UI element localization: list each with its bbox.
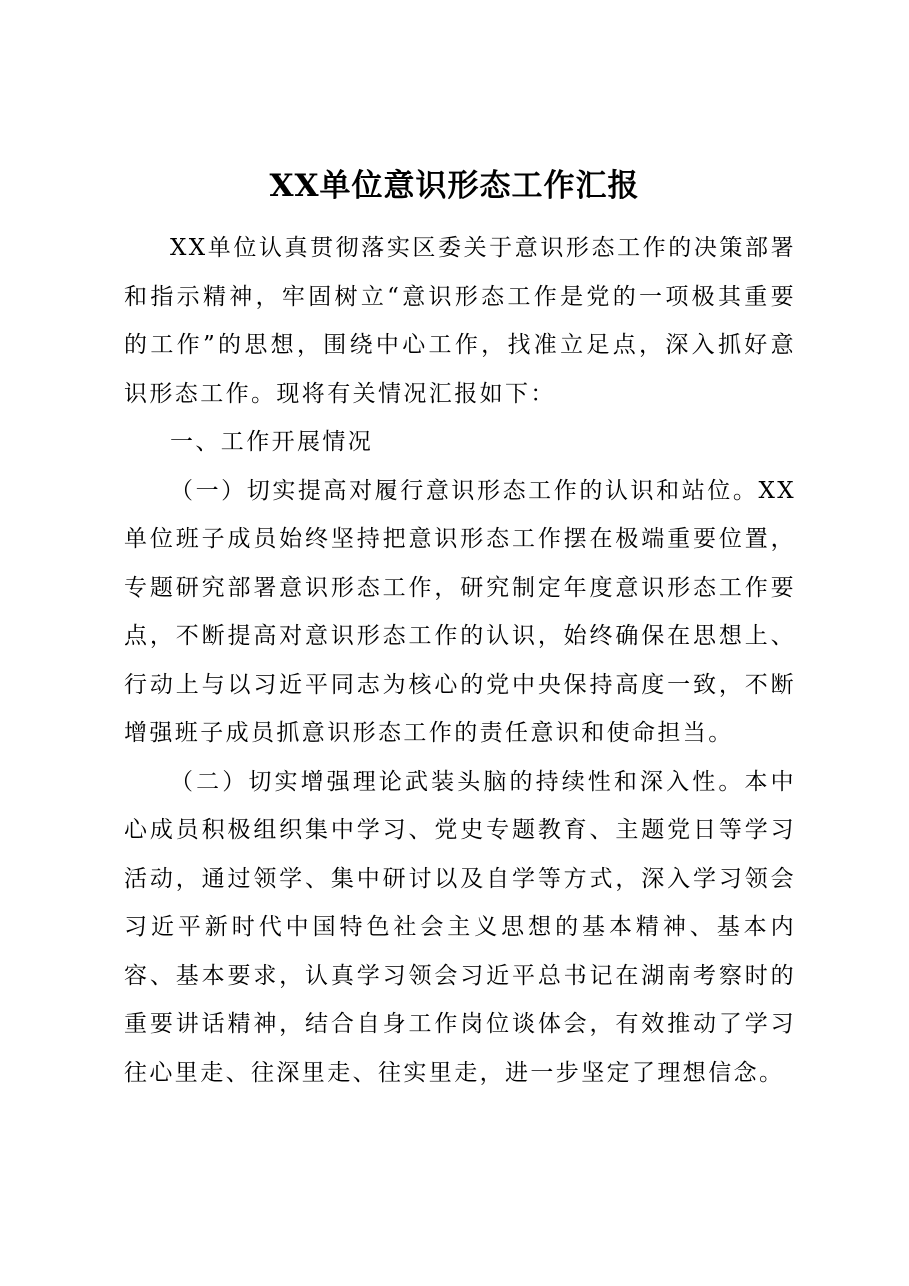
- document-body: [124, 224, 796, 1097]
- intro-paragraph: XX单位认真贯彻落实区委关于意识形态工作的决策部署和指示精神，牢固树立“意识形态工作是党的一项极其重要的工作”的思想，围绕中心工作，找准立足点，深入抓好意识形态工作。现将有关情况汇报如下：: [124, 235, 796, 407]
- section-heading: 一、工作开展情况: [170, 429, 374, 455]
- subsection-paragraph-2: （二）切实增强理论武装头脑的持续性和深入性。本中心成员积极组织集中学习、党史专题教育、主题党日等学习活动，通过领学、集中研讨以及自学等方式，深入学习领会习近平新时代中国特色社会主义思想的基本精神、基本内容、基本要求，认真学习领会习近平总书记在湖南考察时的重要讲话精神，结合自身工作岗位谈体会，有效推动了学习往心里走、往深里走、往实里走，进一步坚定了理想信念。: [124, 768, 796, 1086]
- subsection-paragraph-1: （一）切实提高对履行意识形态工作的认识和站位。XX单位班子成员始终坚持把意识形态工作摆在极端重要位置，专题研究部署意识形态工作，研究制定年度意识形态工作要点，不断提高对意识形态工作的认识，始终确保在思想上、行动上与以习近平同志为核心的党中央保持高度一致，不断增强班子成员抓意识形态工作的责任意识和使命担当。: [124, 477, 796, 746]
- document-title: XX单位意识形态工作汇报: [269, 168, 640, 204]
